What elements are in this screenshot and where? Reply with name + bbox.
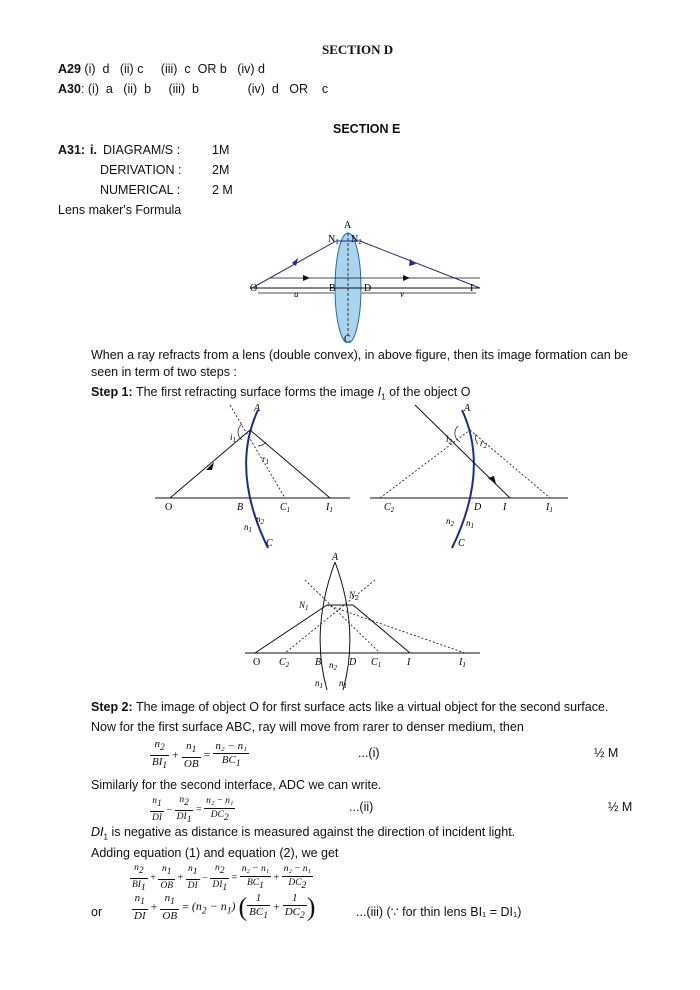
eq3-tag: ...(iii) (∵ for thin lens BI₁ = DI₁) bbox=[356, 905, 522, 919]
combined-lens-diagram bbox=[245, 550, 485, 695]
label-n1-left: $n_1$ bbox=[315, 678, 323, 690]
label-n2: $n_2$ bbox=[329, 660, 337, 672]
lens-diagram bbox=[230, 218, 500, 343]
normal-line bbox=[380, 430, 470, 498]
intro-line-1: When a ray refracts from a lens (double convex), in above figure, then its image formation can be bbox=[91, 348, 629, 362]
step2-line: Step 2: The image of object O for first surface acts like a virtual object for the second surface. bbox=[91, 700, 609, 714]
section-e-title: SECTION E bbox=[333, 122, 401, 136]
incident-ray bbox=[255, 605, 327, 653]
label-n1-right: $n_1$ bbox=[339, 678, 347, 690]
arrow-head bbox=[303, 275, 310, 281]
refracted-ray bbox=[360, 241, 480, 288]
emergent-ray bbox=[353, 605, 410, 653]
second-surface-diagram bbox=[370, 400, 570, 550]
section-d-title: SECTION D bbox=[322, 42, 394, 57]
normal-line bbox=[305, 580, 380, 653]
label-A: A bbox=[332, 552, 339, 563]
label-O: O bbox=[253, 657, 261, 668]
similarly-line: Similarly for the second interface, ADC we can write. bbox=[91, 778, 382, 792]
label-I: I bbox=[407, 657, 411, 668]
extended-ray bbox=[327, 605, 465, 653]
answer-a30: A30: (i) a (ii) b (iii) b (iv) d OR c bbox=[58, 82, 329, 96]
label-B: B bbox=[329, 283, 336, 294]
label-N2: $N_2$ bbox=[349, 590, 359, 602]
eq1-tag: ...(i) bbox=[358, 746, 380, 760]
eq1-mark: ½ M bbox=[594, 746, 619, 760]
label-n2: $n_2$ bbox=[256, 514, 264, 526]
label-C1: $C_1$ bbox=[280, 502, 291, 514]
answer-a29: A29 (i) d (ii) c (iii) c OR b (iv) d bbox=[58, 62, 265, 76]
label-C: C bbox=[458, 538, 465, 549]
step1-line: Step 1: The first refracting surface forms the image $I_1$ of the object O bbox=[91, 385, 471, 402]
marks-row-derivation: DERIVATION : bbox=[100, 163, 182, 177]
label-C: C bbox=[266, 538, 273, 549]
equation-sum: $\frac{n_2}{BI_1}$ + $\frac{n_1}{OB}$ + $\frac{n_1}{DI}$ − $\frac{n_2}{DI_1}$ = $\frac{\text{n₂ − n₁}}{BC_1}$ + $\frac{\text{n₂ − n₁}}{DC_2}$ bbox=[132, 863, 311, 893]
label-I1: $I_1$ bbox=[546, 502, 553, 514]
lens-right-surface bbox=[335, 562, 350, 690]
equation-3: $\frac{n_1}{DI}$ + $\frac{n_1}{OB}$ = $(n_2 - n_1)$ ( $\frac{1}{BC_1}$ + $\frac{1}{DC_2}$ ) bbox=[134, 892, 316, 923]
a31-part: i. bbox=[90, 143, 97, 157]
label-C: C bbox=[344, 334, 351, 343]
label-C1: $C_1$ bbox=[371, 657, 382, 669]
a31-label: A31: bbox=[58, 143, 86, 157]
label-N1: $N_1$ bbox=[299, 600, 309, 612]
label-B: B bbox=[315, 657, 322, 668]
eq2-tag: ...(ii) bbox=[349, 800, 374, 814]
label-I1: $I_1$ bbox=[326, 502, 333, 514]
label-I1: $I_1$ bbox=[459, 657, 466, 669]
label-n1: $n_1$ bbox=[244, 522, 252, 534]
eq2-mark: ½ M bbox=[608, 800, 633, 814]
label-r2: $r_2$ bbox=[480, 438, 488, 450]
label-D: D bbox=[364, 283, 372, 294]
label-I: I bbox=[470, 283, 474, 294]
label-i1: $i_1$ bbox=[230, 432, 237, 444]
step2-line-2: Now for the first surface ABC, ray will move from rarer to denser medium, then bbox=[91, 720, 524, 734]
adding-line: Adding equation (1) and equation (2), we get bbox=[91, 846, 339, 860]
label-r1: $r_1$ bbox=[262, 454, 270, 466]
first-surface-diagram bbox=[150, 400, 350, 550]
angle-arc bbox=[455, 426, 460, 442]
label-D: D bbox=[349, 657, 357, 668]
label-A: A bbox=[344, 220, 352, 231]
equation-2: $\frac{n_1}{DI}$ − $\frac{n_2}{DI_1}$ = $\frac{\text{n₂ − n₁}}{DC_2}$ bbox=[152, 795, 234, 825]
label-D: D bbox=[474, 502, 482, 513]
incident-ray bbox=[170, 430, 250, 498]
label-N1: $N_1$ bbox=[328, 234, 339, 246]
label-n1: $n_1$ bbox=[466, 518, 474, 530]
arrow-head bbox=[403, 275, 410, 281]
label-n2: $n_2$ bbox=[446, 516, 454, 528]
label-C2: $C_2$ bbox=[384, 502, 395, 514]
marks-row-numerical: NUMERICAL : bbox=[100, 183, 181, 197]
normal-line bbox=[285, 580, 375, 653]
label-C2: $C_2$ bbox=[279, 657, 290, 669]
or-label: or bbox=[91, 905, 103, 919]
label-N2: $N_2$ bbox=[351, 234, 362, 246]
label-O: O bbox=[250, 283, 258, 294]
label-i2: $i_2$ bbox=[446, 434, 453, 446]
label-A: A bbox=[254, 403, 261, 414]
label-v: v bbox=[400, 289, 404, 299]
lens-formula-heading: Lens maker's Formula bbox=[58, 203, 182, 217]
label-O: O bbox=[165, 502, 173, 513]
marks-value-derivation: 2M bbox=[212, 163, 230, 177]
intro-line-2: seen in term of two steps : bbox=[91, 365, 237, 379]
refracted-ray bbox=[250, 430, 330, 498]
label-B: B bbox=[237, 502, 244, 513]
label-A: A bbox=[464, 403, 471, 414]
marks-value-diagram: 1M bbox=[212, 143, 230, 157]
equation-1: $\frac{n_2}{BI_1}$ + $\frac{n_1}{OB}$ = $\frac{\text{n₂ − n₁}}{BC_1}$ bbox=[152, 738, 247, 772]
label-u: u bbox=[294, 289, 299, 299]
normal-line bbox=[230, 405, 285, 498]
di-note: $DI_1$ is negative as distance is measured against the direction of incident light. bbox=[91, 825, 516, 842]
marks-row-diagram: DIAGRAM/S : bbox=[103, 143, 181, 157]
label-I: I bbox=[503, 502, 507, 513]
marks-value-numerical: 2 M bbox=[212, 183, 233, 197]
